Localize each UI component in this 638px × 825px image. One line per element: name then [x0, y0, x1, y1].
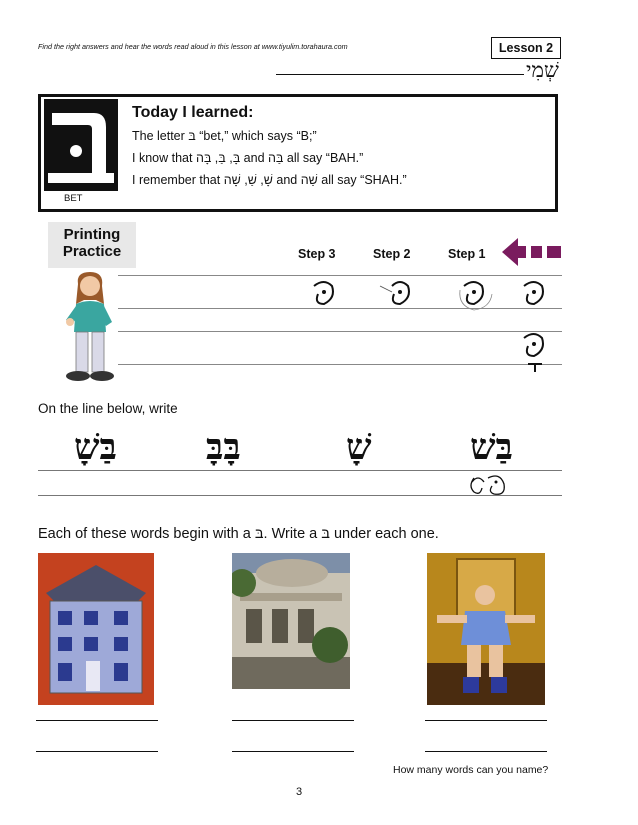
arrow-left-icon: [500, 236, 564, 273]
answer-line[interactable]: [36, 720, 158, 721]
house-photo: [38, 553, 154, 705]
learned-line-1: The letter בּ “bet,” which says “B;”: [132, 129, 317, 143]
footer-question: How many words can you name?: [393, 764, 549, 776]
page-number: 3: [296, 786, 303, 798]
write-instruction: On the line below, write: [38, 401, 178, 416]
answer-line[interactable]: [232, 720, 354, 721]
name-label: שְׁמִי: [526, 58, 559, 82]
step-2-label: Step 2: [373, 247, 411, 261]
learned-title: Today I learned:: [132, 104, 254, 121]
handwriting-sample: [466, 468, 516, 507]
word-4: בַּשׁ: [470, 426, 513, 468]
letter-name: BET: [64, 193, 83, 204]
stroke-demo-step-2: [378, 276, 418, 315]
step-1-label: Step 1: [448, 247, 486, 261]
girl-illustration: [56, 270, 126, 391]
answer-line[interactable]: [232, 751, 354, 752]
answer-line[interactable]: [425, 751, 547, 752]
word-2: בָּבָּ: [206, 426, 241, 468]
bet-model-letter-vowel: [516, 332, 552, 381]
practice-line: [118, 331, 562, 332]
website-hint: Find the right answers and hear the words read aloud in this lesson at www.tiyulim.torahaura.com: [38, 42, 348, 51]
bet-letter-icon: [44, 99, 118, 191]
stroke-demo-step-1: [454, 274, 498, 319]
practice-line: [118, 364, 562, 365]
answer-line[interactable]: [425, 720, 547, 721]
learned-line-2: I know that בָּ, בַּ, בָּה and בַּה all say “BAH.”: [132, 151, 364, 165]
bet-model-letter: [516, 276, 552, 315]
child-photo: [427, 553, 545, 705]
word-1: בַּשָׁ: [74, 426, 117, 468]
step-3-label: Step 3: [298, 247, 336, 261]
synagogue-photo: [232, 553, 350, 689]
learned-line-3: I remember that שָׁ, שַׁ, שָׁה and שַׁה all say “SHAH.”: [132, 173, 407, 187]
word-3: שָׁ: [346, 426, 372, 468]
answer-line[interactable]: [36, 751, 158, 752]
stroke-demo-step-3: [306, 276, 342, 315]
lesson-badge: Lesson 2: [491, 37, 561, 59]
name-line: [276, 74, 524, 75]
printing-practice-title: Printing Practice: [62, 226, 122, 260]
pictures-instruction: Each of these words begin with a בּ. Write a בּ under each one.: [38, 526, 439, 542]
